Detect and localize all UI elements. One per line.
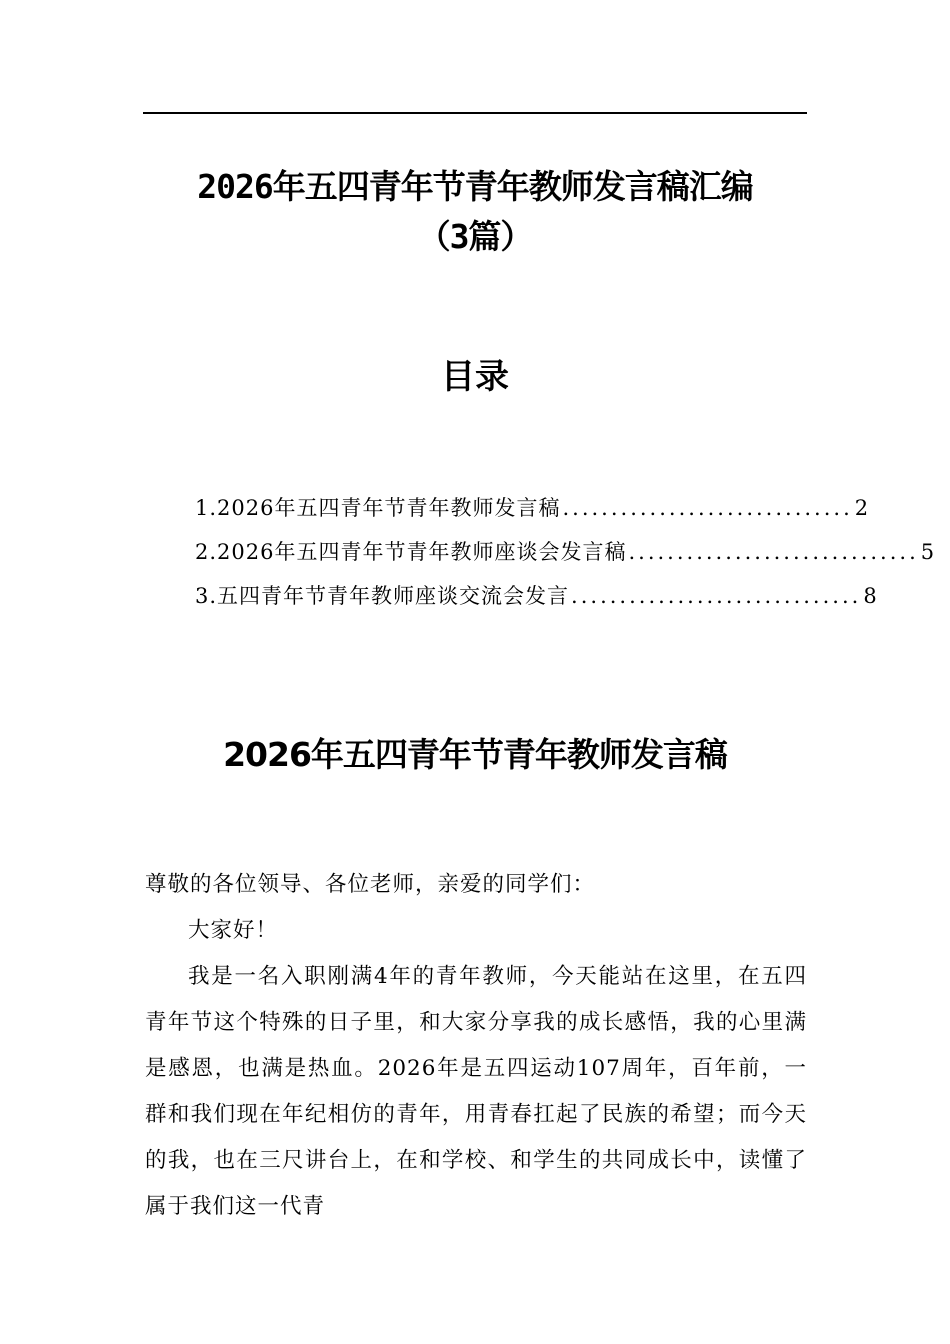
toc-page-number: 2 xyxy=(854,496,869,520)
document-title-line-2: （3篇） xyxy=(417,217,533,256)
toc-page-number: 8 xyxy=(863,584,877,608)
toc-entry-3[interactable] xyxy=(195,574,877,618)
toc-leader-dots: .............................. xyxy=(571,584,862,608)
toc-entry-label: 1.2026年五四青年节青年教师发言稿 xyxy=(195,496,561,520)
speech-body xyxy=(145,862,807,1230)
toc-page-number: 5 xyxy=(920,540,935,564)
document-title-line-1: 2026年五四青年节青年教师发言稿汇编 xyxy=(197,167,753,206)
toc-entry-label: 3.五四青年节青年教师座谈交流会发言 xyxy=(195,584,570,608)
toc-heading: 目录 xyxy=(441,357,509,397)
toc-leader-dots: .............................. xyxy=(562,496,853,520)
toc-entry-label: 2.2026年五四青年节青年教师座谈会发言稿 xyxy=(195,540,627,564)
table-of-contents xyxy=(195,486,935,618)
document-title xyxy=(143,162,807,262)
toc-entry-2[interactable] xyxy=(195,530,935,574)
greeting: 大家好！ xyxy=(188,918,279,943)
toc-leader-dots: .............................. xyxy=(628,540,919,564)
salutation: 尊敬的各位领导、各位老师，亲爱的同学们： xyxy=(145,872,596,897)
section-title: 2026年五四青年节青年教师发言稿 xyxy=(223,735,727,774)
body-paragraph: 我是一名入职刚满4年的青年教师，今天能站在这里，在五四青年节这个特殊的日子里，和大家分享我的成长感悟，我的心里满是感恩，也满是热血。2026年是五四运动107周年，百年前，一群和我们现在年纪相仿的青年，用青春扛起了民族的希望；而今天的我，也在三尺讲台上，在和学校、和学生的共同成长中，读懂了属于我们这一代青 xyxy=(145,964,807,1219)
toc-entry-1[interactable] xyxy=(195,486,869,530)
header-rule xyxy=(143,112,807,114)
